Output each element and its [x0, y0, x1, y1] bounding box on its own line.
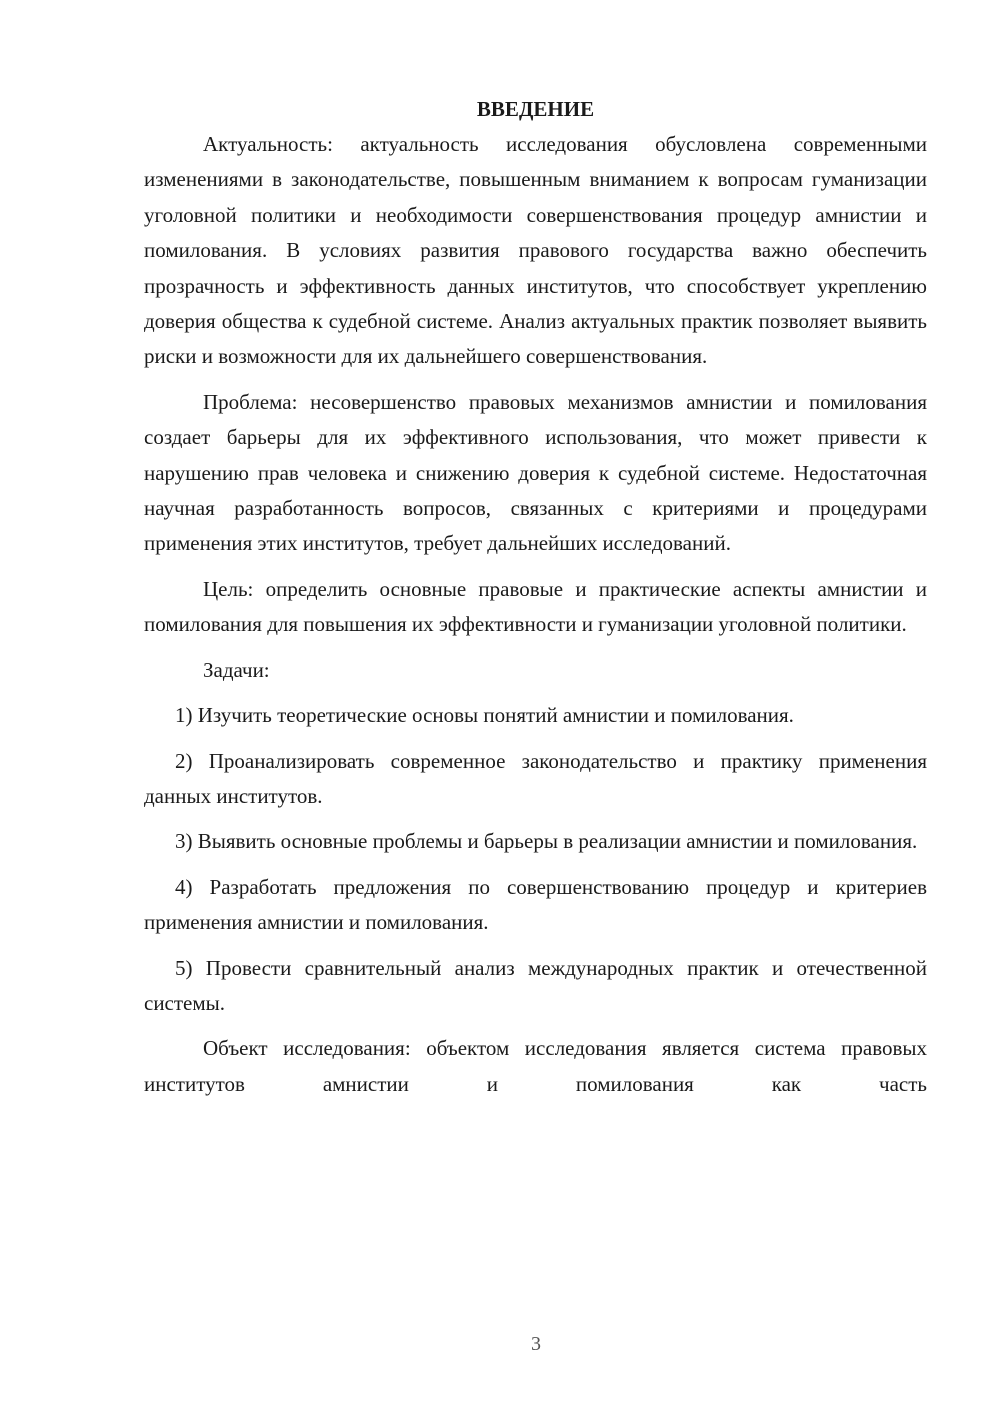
- task-item-1: 1) Изучить теоретические основы понятий амнистии и помилования.: [175, 703, 794, 728]
- object-paragraph: Объект исследования: объектом исследования является система правовых институтов амнистии и помилования как часть: [144, 1036, 927, 1096]
- tasks-label: Задачи:: [203, 657, 270, 682]
- problem-paragraph: Проблема: несовершенство правовых механизмов амнистии и помилования создает барьеры для их эффективного использования, что может привести к нарушению прав человека и снижению доверия к судебной системе. Недостаточная научная разработанность вопросов, связанных с критериями и процедурами применения этих институтов, требует дальнейших исследований.: [144, 389, 927, 556]
- task-item-4: 4) Разработать предложения по совершенствованию процедур и критериев применения амнистии и помилования.: [144, 874, 927, 935]
- relevance-paragraph: Актуальность: актуальность исследования обусловлена современными изменениями в законодательстве, повышенным вниманием к вопросам гуманизации уголовной политики и необходимости совершенствования процедур амнистии и помилования. В условиях развития правового государства важно обеспечить прозрачность и эффективность данных институтов, что способствует укреплению доверия общества к судебной системе. Анализ актуальных практик позволяет выявить риски и возможности для их дальнейшего совершенствования.: [144, 132, 927, 369]
- goal-paragraph: Цель: определить основные правовые и практические аспекты амнистии и помилования для повышения их эффективности и гуманизации уголовной политики.: [144, 576, 927, 637]
- section-heading: ВВЕДЕНИЕ: [476, 97, 595, 121]
- task-item-3: 3) Выявить основные проблемы и барьеры в реализации амнистии и помилования.: [175, 829, 918, 854]
- page-number: 3: [531, 1333, 541, 1355]
- document-page: [144, 92, 927, 1102]
- task-item-5: 5) Провести сравнительный анализ международных практик и отечественной системы.: [144, 955, 927, 1015]
- task-item-2: 2) Проанализировать современное законодательство и практику применения данных институтов.: [144, 748, 927, 808]
